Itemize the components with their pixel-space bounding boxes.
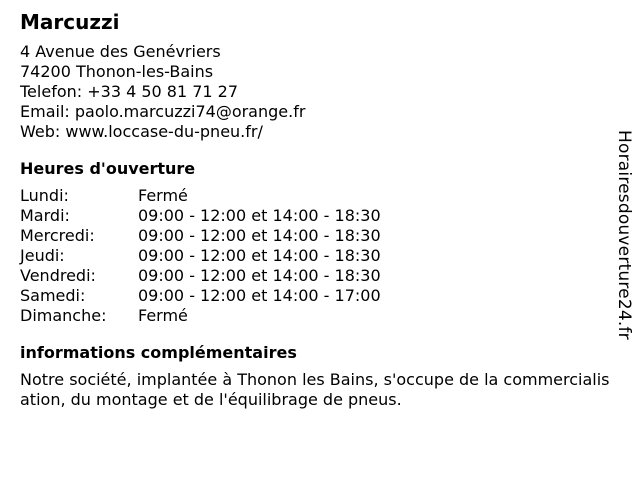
hours-value: 09:00 - 12:00 et 14:00 - 18:30	[138, 226, 381, 245]
day-label: Mercredi:	[20, 226, 95, 245]
hours-row-monday	[20, 186, 610, 206]
hours-value: 09:00 - 12:00 et 14:00 - 17:00	[138, 286, 381, 305]
additional-info-text: Notre société, implantée à Thonon les Bains, s'occupe de la commercialisation, du montage et de l'équilibrage de pneus.	[20, 370, 610, 409]
watermark-text: Horairesdouverture24.fr	[614, 130, 634, 340]
day-label: Samedi:	[20, 286, 86, 305]
hours-row-tuesday	[20, 206, 610, 226]
website-line: Web: www.loccase-du-pneu.fr/	[20, 122, 263, 141]
hours-value: 09:00 - 12:00 et 14:00 - 18:30	[138, 206, 381, 225]
hours-value: Fermé	[138, 306, 188, 325]
address-line-1: 4 Avenue des Genévriers	[20, 42, 221, 61]
business-name: Marcuzzi	[20, 10, 120, 34]
additional-info-title: informations complémentaires	[20, 343, 297, 362]
opening-hours-title: Heures d'ouverture	[20, 159, 196, 178]
day-label: Lundi:	[20, 186, 69, 205]
hours-value: Fermé	[138, 186, 188, 205]
phone-line: Telefon: +33 4 50 81 71 27	[20, 82, 239, 101]
hours-value: 09:00 - 12:00 et 14:00 - 18:30	[138, 246, 381, 265]
day-label: Jeudi:	[20, 246, 65, 265]
email-line: Email: paolo.marcuzzi74@orange.fr	[20, 102, 306, 121]
hours-row-thursday	[20, 246, 610, 266]
hours-row-wednesday	[20, 226, 610, 246]
day-label: Vendredi:	[20, 266, 96, 285]
day-label: Dimanche:	[20, 306, 107, 325]
business-card	[20, 10, 610, 410]
hours-row-saturday	[20, 286, 610, 306]
hours-value: 09:00 - 12:00 et 14:00 - 18:30	[138, 266, 381, 285]
hours-row-sunday	[20, 306, 610, 326]
day-label: Mardi:	[20, 206, 70, 225]
address-line-2: 74200 Thonon-les-Bains	[20, 62, 214, 81]
hours-row-friday	[20, 266, 610, 286]
